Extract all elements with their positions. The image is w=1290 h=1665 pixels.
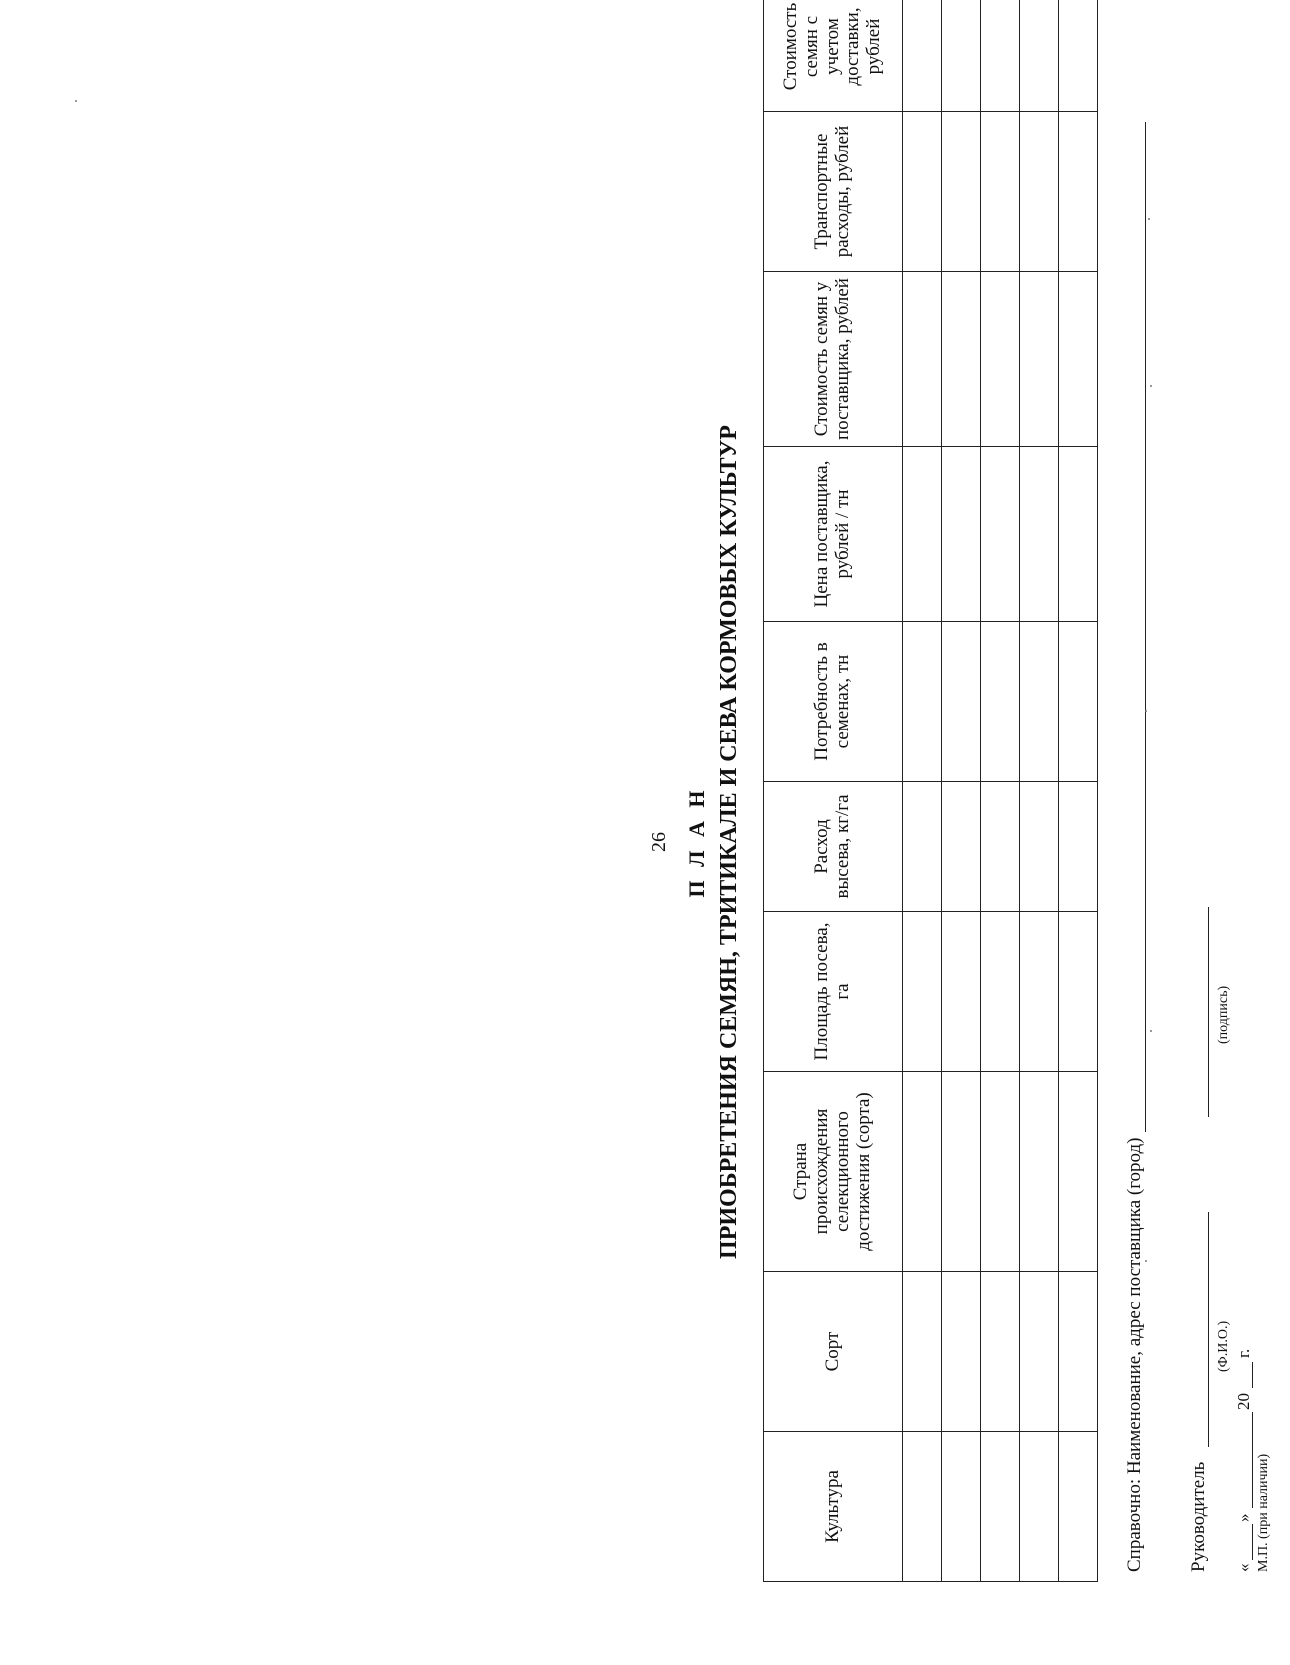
head-signature-row bbox=[1188, 92, 1216, 1572]
date-year-suffix: г. bbox=[1234, 1348, 1253, 1358]
table-cell[interactable] bbox=[942, 622, 981, 782]
table-cell[interactable] bbox=[1020, 1072, 1059, 1272]
table-cell[interactable] bbox=[981, 622, 1020, 782]
head-label: Руководитель bbox=[1188, 1461, 1209, 1572]
signature-blank[interactable] bbox=[1208, 907, 1209, 1117]
table-cell[interactable] bbox=[1059, 272, 1098, 447]
header-cost-with-delivery: Стоимость семян с учетом доставки, рублей bbox=[764, 0, 903, 112]
table-cell[interactable] bbox=[942, 782, 981, 912]
table-cell[interactable] bbox=[981, 272, 1020, 447]
header-seeding-rate: Расход высева, кг/га bbox=[764, 782, 903, 912]
scan-speck bbox=[1145, 710, 1147, 712]
scan-speck bbox=[1148, 218, 1150, 220]
table-cell[interactable] bbox=[942, 272, 981, 447]
table-cell[interactable] bbox=[1059, 782, 1098, 912]
table-cell[interactable] bbox=[1020, 1272, 1059, 1432]
date-open-quote: « bbox=[1234, 1563, 1253, 1572]
stamp-note: М.П. (при наличии) bbox=[1256, 1453, 1271, 1572]
table-row bbox=[942, 0, 981, 1582]
date-day-blank[interactable] bbox=[1252, 1524, 1253, 1560]
page-number: 26 bbox=[648, 832, 670, 852]
table-cell[interactable] bbox=[903, 622, 942, 782]
table-cell[interactable] bbox=[981, 1072, 1020, 1272]
supplier-reference-label: Справочно: Наименование, адрес поставщика (город) bbox=[1124, 1137, 1145, 1572]
document-subtitle: ПРИОБРЕТЕНИЯ СЕМЯН, ТРИТИКАЛЕ И СЕВА КОРМОВЫХ КУЛЬТУР bbox=[716, 425, 742, 1259]
table-cell[interactable] bbox=[1059, 912, 1098, 1072]
page-content bbox=[630, 2, 1290, 1592]
table-row bbox=[903, 0, 942, 1582]
table-cell[interactable] bbox=[1059, 1072, 1098, 1272]
table-row bbox=[1059, 0, 1098, 1582]
header-supplier-cost: Стоимость семян у поставщика, рублей bbox=[764, 272, 903, 447]
table-cell[interactable] bbox=[942, 0, 981, 112]
table-row bbox=[1020, 0, 1059, 1582]
table-cell[interactable] bbox=[942, 912, 981, 1072]
fio-blank[interactable] bbox=[1208, 1212, 1209, 1447]
table-cell[interactable] bbox=[1059, 1432, 1098, 1582]
signature-caption: (подпись) bbox=[1216, 985, 1231, 1044]
table-cell[interactable] bbox=[942, 1272, 981, 1432]
table-cell[interactable] bbox=[1020, 272, 1059, 447]
table-cell[interactable] bbox=[1020, 622, 1059, 782]
table-cell[interactable] bbox=[1059, 112, 1098, 272]
header-origin-country: Страна происхождения селекционного достижения (сорта) bbox=[764, 1072, 903, 1272]
date-year-prefix: 20 bbox=[1234, 1393, 1253, 1410]
table-cell[interactable] bbox=[903, 782, 942, 912]
header-sowing-area: Площадь посева, га bbox=[764, 912, 903, 1072]
table-cell[interactable] bbox=[1020, 447, 1059, 622]
table-cell[interactable] bbox=[981, 912, 1020, 1072]
table-cell[interactable] bbox=[1059, 0, 1098, 112]
table-cell[interactable] bbox=[981, 1272, 1020, 1432]
scan-speck bbox=[75, 100, 77, 102]
scan-speck bbox=[1150, 385, 1152, 387]
table-cell[interactable] bbox=[1059, 622, 1098, 782]
date-year-blank[interactable] bbox=[1252, 1362, 1253, 1388]
supplier-reference-blank[interactable] bbox=[1125, 122, 1146, 1132]
table-cell[interactable] bbox=[981, 0, 1020, 112]
scan-speck bbox=[1145, 1260, 1147, 1262]
header-culture: Культура bbox=[764, 1432, 903, 1582]
table-cell[interactable] bbox=[903, 272, 942, 447]
table-cell[interactable] bbox=[1020, 782, 1059, 912]
table-cell[interactable] bbox=[1059, 1272, 1098, 1432]
header-seed-need: Потребность в семенах, тн bbox=[764, 622, 903, 782]
table-cell[interactable] bbox=[1059, 447, 1098, 622]
supplier-reference-line bbox=[1124, 92, 1146, 1572]
table-row bbox=[981, 0, 1020, 1582]
plan-table bbox=[763, 0, 1098, 1582]
table-cell[interactable] bbox=[903, 1272, 942, 1432]
table-cell[interactable] bbox=[981, 1432, 1020, 1582]
table-header-row bbox=[764, 0, 903, 1582]
footer-block bbox=[1124, 92, 1272, 1572]
table-cell[interactable] bbox=[1020, 1432, 1059, 1582]
date-row bbox=[1234, 92, 1258, 1572]
table-cell[interactable] bbox=[1020, 112, 1059, 272]
table-cell[interactable] bbox=[942, 112, 981, 272]
table-cell[interactable] bbox=[981, 112, 1020, 272]
table-cell[interactable] bbox=[903, 912, 942, 1072]
table-cell[interactable] bbox=[903, 1072, 942, 1272]
table-cell[interactable] bbox=[981, 447, 1020, 622]
header-supplier-price: Цена поставщика, рублей / тн bbox=[764, 447, 903, 622]
table-cell[interactable] bbox=[1020, 0, 1059, 112]
table-cell[interactable] bbox=[942, 447, 981, 622]
document-title: П Л А Н bbox=[684, 786, 709, 898]
rotated-page bbox=[630, 2, 1290, 1632]
table-cell[interactable] bbox=[981, 782, 1020, 912]
date-month-blank[interactable] bbox=[1252, 1412, 1253, 1508]
table-cell[interactable] bbox=[903, 447, 942, 622]
header-transport-costs: Транспортные расходы, рублей bbox=[764, 112, 903, 272]
scan-speck bbox=[1150, 1030, 1152, 1032]
table-cell[interactable] bbox=[903, 112, 942, 272]
table-cell[interactable] bbox=[903, 0, 942, 112]
fio-caption: (Ф.И.О.) bbox=[1216, 1320, 1231, 1372]
table-cell[interactable] bbox=[1020, 912, 1059, 1072]
date-close-quote: » bbox=[1234, 1513, 1253, 1522]
table-cell[interactable] bbox=[942, 1432, 981, 1582]
signature-caption-row bbox=[1216, 92, 1234, 1572]
table-cell[interactable] bbox=[942, 1072, 981, 1272]
header-variety: Сорт bbox=[764, 1272, 903, 1432]
table-cell[interactable] bbox=[903, 1432, 942, 1582]
